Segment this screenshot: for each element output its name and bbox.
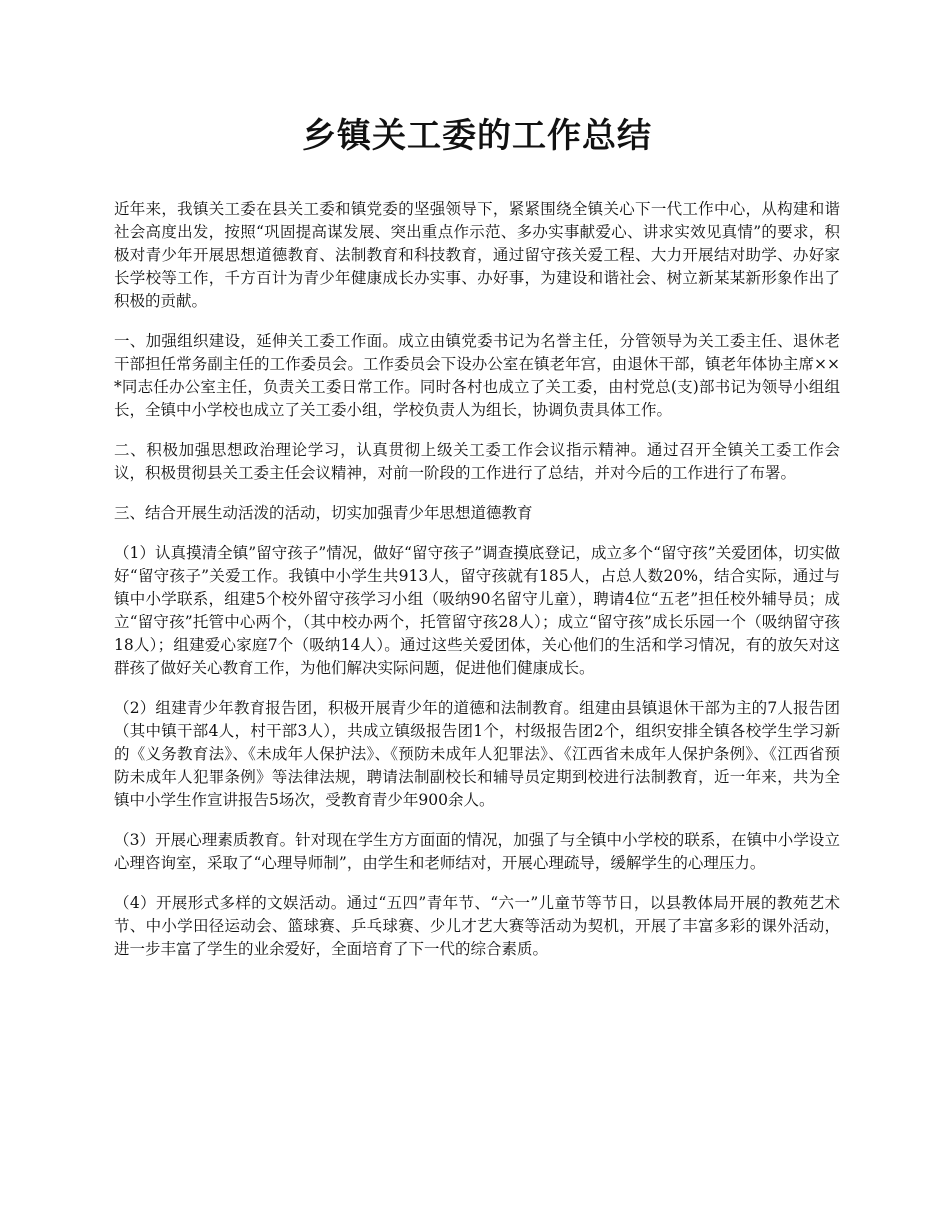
- paragraph-item-2: （2）组建青少年教育报告团，积极开展青少年的道德和法制教育。组建由县镇退休干部为主的7人报告团（其中镇干部4人，村干部3人），共成立镇级报告团1个，村级报告团2个，组织安排全镇各校学生学习新的《义务教育法》、《未成年人保护法》、《预防未成年人犯罪法》、《江西省未成年人保护条例》、《江西省预防未成年人犯罪条例》等法律法规，聘请法制副校长和辅导员定期到校进行法制教育，近一年来，共为全镇中小学生作宣讲报告5场次，受教育青少年900余人。: [114, 699, 840, 809]
- paragraph-intro: 近年来，我镇关工委在县关工委和镇党委的坚强领导下，紧紧围绕全镇关心下一代工作中心，从构建和谐社会高度出发，按照“巩固提高谋发展、突出重点作示范、多办实事献爱心、讲求实效见真情”的要求，积极对青少年开展思想道德教育、法制教育和科技教育，通过留守孩关爱工程、大力开展结对助学、办好家长学校等工作，千方百计为青少年健康成长办实事、办好事，为建设和谐社会、树立新某某新形象作出了积极的贡献。: [114, 200, 840, 310]
- document-title: 乡镇关工委的工作总结: [302, 116, 652, 156]
- paragraph-item-1: （1）认真摸清全镇”留守孩子”情况，做好“留守孩子”调查摸底登记，成立多个“留守孩”关爱团体，切实做好“留守孩子”关爱工作。我镇中小学生共913人，留守孩就有185人，占总人数20%，结合实际，通过与镇中小学联系，组建5个校外留守孩学习小组（吸纳90名留守儿童），聘请4位“五老”担任校外辅导员；成立“留守孩”托管中心两个，（其中校办两个，托管留守孩28人）；成立“留守孩”成长乐园一个（吸纳留守孩18人）；组建爱心家庭7个（吸纳14人）。通过这些关爱团体，关心他们的生活和学习情况，有的放矢对这群孩了做好关心教育工作，为他们解决实际问题，促进他们健康成长。: [114, 544, 840, 677]
- paragraph-section-2: 二、积极加强思想政治理论学习，认真贯彻上级关工委工作会议指示精神。通过召开全镇关工委工作会议，积极贯彻县关工委主任会议精神，对前一阶段的工作进行了总结，并对今后的工作进行了布署。: [114, 441, 840, 482]
- paragraph-item-3: （3）开展心理素质教育。针对现在学生方方面面的情况，加强了与全镇中小学校的联系，在镇中小学设立心理咨询室，采取了“心理导师制”，由学生和老师结对，开展心理疏导，缓解学生的心理压力。: [114, 831, 840, 872]
- paragraph-section-1: 一、加强组织建设，延伸关工委工作面。成立由镇党委书记为名誉主任，分管领导为关工委主任、退休老干部担任常务副主任的工作委员会。工作委员会下设办公室在镇老年宫，由退休干部，镇老年体协主席××*同志任办公室主任，负责关工委日常工作。同时各村也成立了关工委，由村党总(支)部书记为领导小组组长，全镇中小学校也成立了关工委小组，学校负责人为组长，协调负责具体工作。: [114, 332, 840, 419]
- paragraph-item-4: （4）开展形式多样的文娱活动。通过“五四”青年节、“六一”儿童节等节日，以县教体局开展的教苑艺术节、中小学田径运动会、篮球赛、乒乓球赛、少儿才艺大赛等活动为契机，开展了丰富多彩的课外活动，进一步丰富了学生的业余爱好，全面培育了下一代的综合素质。: [114, 894, 840, 958]
- paragraph-section-3-heading: 三、结合开展生动活泼的活动，切实加强青少年思想道德教育: [114, 504, 533, 522]
